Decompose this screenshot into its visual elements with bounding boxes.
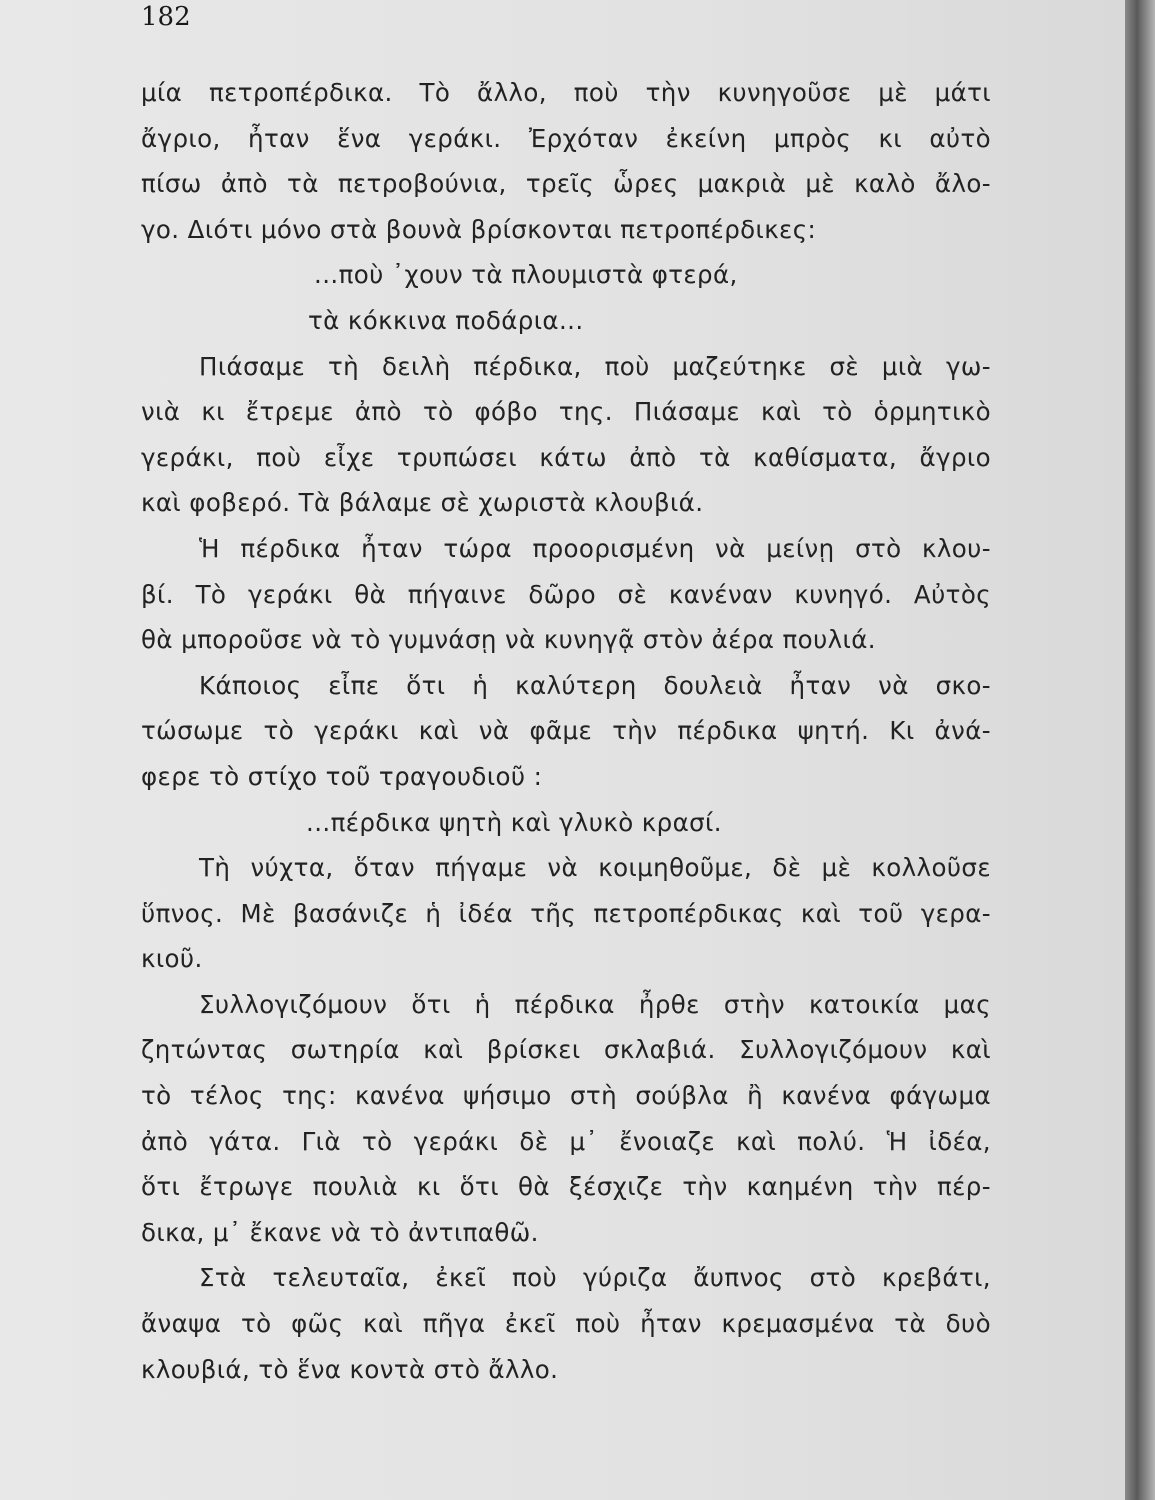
text-line: ἄναψα τὸ φῶς καὶ πῆγα ἐκεῖ ποὺ ἦταν κρεμασμένα τὰ δυὸ <box>141 1309 991 1339</box>
text-line: ὕπνος. Μὲ βασάνιζε ἡ ἰδέα τῆς πετροπέρδικας καὶ τοῦ γερα- <box>141 898 991 928</box>
page-number: 182 <box>141 2 191 32</box>
text-line: μία πετροπέρδικα. Τὸ ἄλλο, ποὺ τὴν κυνηγοῦσε μὲ μάτι <box>141 78 991 107</box>
text-line: ...πέρδικα ψητὴ καὶ γλυκὸ κρασί. <box>306 807 722 837</box>
text-line: γο. Διότι μόνο στὰ βουνὰ βρίσκονται πετροπέρδικες: <box>141 214 817 244</box>
text-line: Τὴ νύχτα, ὅταν πήγαμε νὰ κοιμηθοῦμε, δὲ μὲ κολλοῦσε <box>199 853 991 883</box>
text-line: κιοῦ. <box>141 944 203 974</box>
text-line: θὰ μποροῦσε νὰ τὸ γυμνάσῃ νὰ κυνηγᾷ στὸν ἀέρα πουλιά. <box>141 625 876 655</box>
text-line: τὸ τέλος της: κανένα ψήσιμο στὴ σούβλα ἢ κανένα φάγωμα <box>141 1081 991 1111</box>
text-line: τώσωμε τὸ γεράκι καὶ νὰ φᾶμε τὴν πέρδικα ψητή. Κι ἀνά- <box>141 716 991 746</box>
text-line: πίσω ἀπὸ τὰ πετροβούνια, τρεῖς ὧρες μακριὰ μὲ καλὸ ἄλο- <box>141 169 991 199</box>
text-line: δικα, μ᾿ ἔκανε νὰ τὸ ἀντιπαθῶ. <box>141 1217 539 1247</box>
text-line: κλουβιά, τὸ ἕνα κοντὰ στὸ ἄλλο. <box>141 1354 559 1384</box>
page-edge-shadow <box>1125 0 1155 1500</box>
text-line: καὶ φοβερό. Τὰ βάλαμε σὲ χωριστὰ κλουβιά. <box>141 488 704 518</box>
text-line: γεράκι, ποὺ εἶχε τρυπώσει κάτω ἀπὸ τὰ καθίσματα, ἄγριο <box>141 442 991 472</box>
text-line: Κάποιος εἶπε ὅτι ἡ καλύτερη δουλειὰ ἦταν νὰ σκο- <box>199 670 991 700</box>
text-line: νιὰ κι ἔτρεμε ἀπὸ τὸ φόβο της. Πιάσαμε καὶ τὸ ὁρμητικὸ <box>141 397 991 427</box>
body-text <box>141 70 991 1392</box>
text-line: Ἡ πέρδικα ἦταν τώρα προορισμένη νὰ μείνῃ στὸ κλου- <box>199 533 991 563</box>
text-line: Πιάσαμε τὴ δειλὴ πέρδικα, ποὺ μαζεύτηκε σὲ μιὰ γω- <box>199 351 991 381</box>
text-line: τὰ κόκκινα ποδάρια... <box>308 305 584 335</box>
text-line: Στὰ τελευταῖα, ἐκεῖ ποὺ γύριζα ἄυπνος στὸ κρεβάτι, <box>199 1263 991 1293</box>
text-line: ἄγριο, ἦταν ἕνα γεράκι. Ἐρχόταν ἐκείνη μπρὸς κι αὐτὸ <box>141 123 991 153</box>
text-line: φερε τὸ στίχο τοῦ τραγουδιοῦ : <box>141 761 543 791</box>
text-line: ἀπὸ γάτα. Γιὰ τὸ γεράκι δὲ μ᾿ ἔνοιαζε καὶ πολύ. Ἡ ἰδέα, <box>141 1126 991 1156</box>
text-line: ὅτι ἔτρωγε πουλιὰ κι ὅτι θὰ ξέσχιζε τὴν καημένη τὴν πέρ- <box>141 1172 991 1202</box>
text-line: ...ποὺ ᾿χουν τὰ πλουμιστὰ φτερά, <box>314 260 738 290</box>
text-line: Συλλογιζόμουν ὅτι ἡ πέρδικα ἦρθε στὴν κατοικία μας <box>199 989 991 1019</box>
text-line: βί. Τὸ γεράκι θὰ πήγαινε δῶρο σὲ κανέναν κυνηγό. Αὐτὸς <box>141 579 991 609</box>
text-line: ζητώντας σωτηρία καὶ βρίσκει σκλαβιά. Συλλογιζόμουν καὶ <box>141 1035 991 1065</box>
